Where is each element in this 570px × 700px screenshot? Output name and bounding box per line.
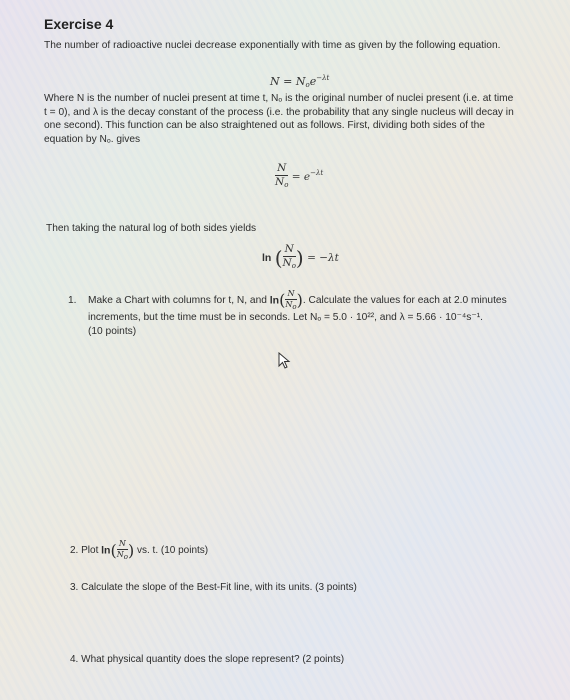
paragraph-line: one second). This function can be also straightened out as follows. First, dividing both sides of the: [44, 120, 485, 132]
log-equation: ln ( $\frac{N}{N_o}$ ) = −λt: [262, 243, 339, 270]
exercise-title: Exercise 4: [44, 16, 114, 32]
explanation-paragraph: [44, 92, 564, 146]
ratio-fraction: $\frac{N}{N_o}$: [275, 162, 289, 189]
log-fraction: $\frac{N}{N_o}$: [282, 243, 296, 270]
mouse-cursor-icon: [278, 352, 292, 375]
question-2: 2. Plot ln( $\frac{N}{No}$ ) vs. t. (10 points): [70, 539, 209, 561]
paragraph-line: t = 0), and λ is the decay constant of the process (i.e. the probability that any single nucleus will decay in: [44, 106, 514, 118]
question-3: 3. Calculate the slope of the Best-Fit line, with its units. (3 points): [70, 582, 357, 593]
intro-text: The number of radioactive nuclei decrease exponentially with time as given by the following equation.: [44, 40, 501, 51]
question-1: 1. Make a Chart with columns for t, N, and ln( $\frac{N}{No}$ ). Calculate the values for each at 2.0 minutes increments, but the time must be in seconds. Let Nₒ = 5.0 · 10²², and λ = 5.66 · 10⁻⁴s⁻¹. (10 points): [68, 289, 507, 337]
paragraph-line: Where N is the number of nuclei present at time t, Nₒ is the original number of nuclei present (i.e. at time: [44, 93, 514, 104]
paragraph-line: equation by Nₒ. gives: [44, 133, 141, 145]
decay-equation: $N = N_oe^{-\lambda t}$: [270, 74, 330, 89]
question-4: 4. What physical quantity does the slope represent? (2 points): [70, 654, 345, 665]
natural-log-text: Then taking the natural log of both sides yields: [46, 223, 257, 234]
ratio-equation: $\frac{N}{N_o}$ = $e^{-\lambda t}$: [275, 162, 324, 189]
